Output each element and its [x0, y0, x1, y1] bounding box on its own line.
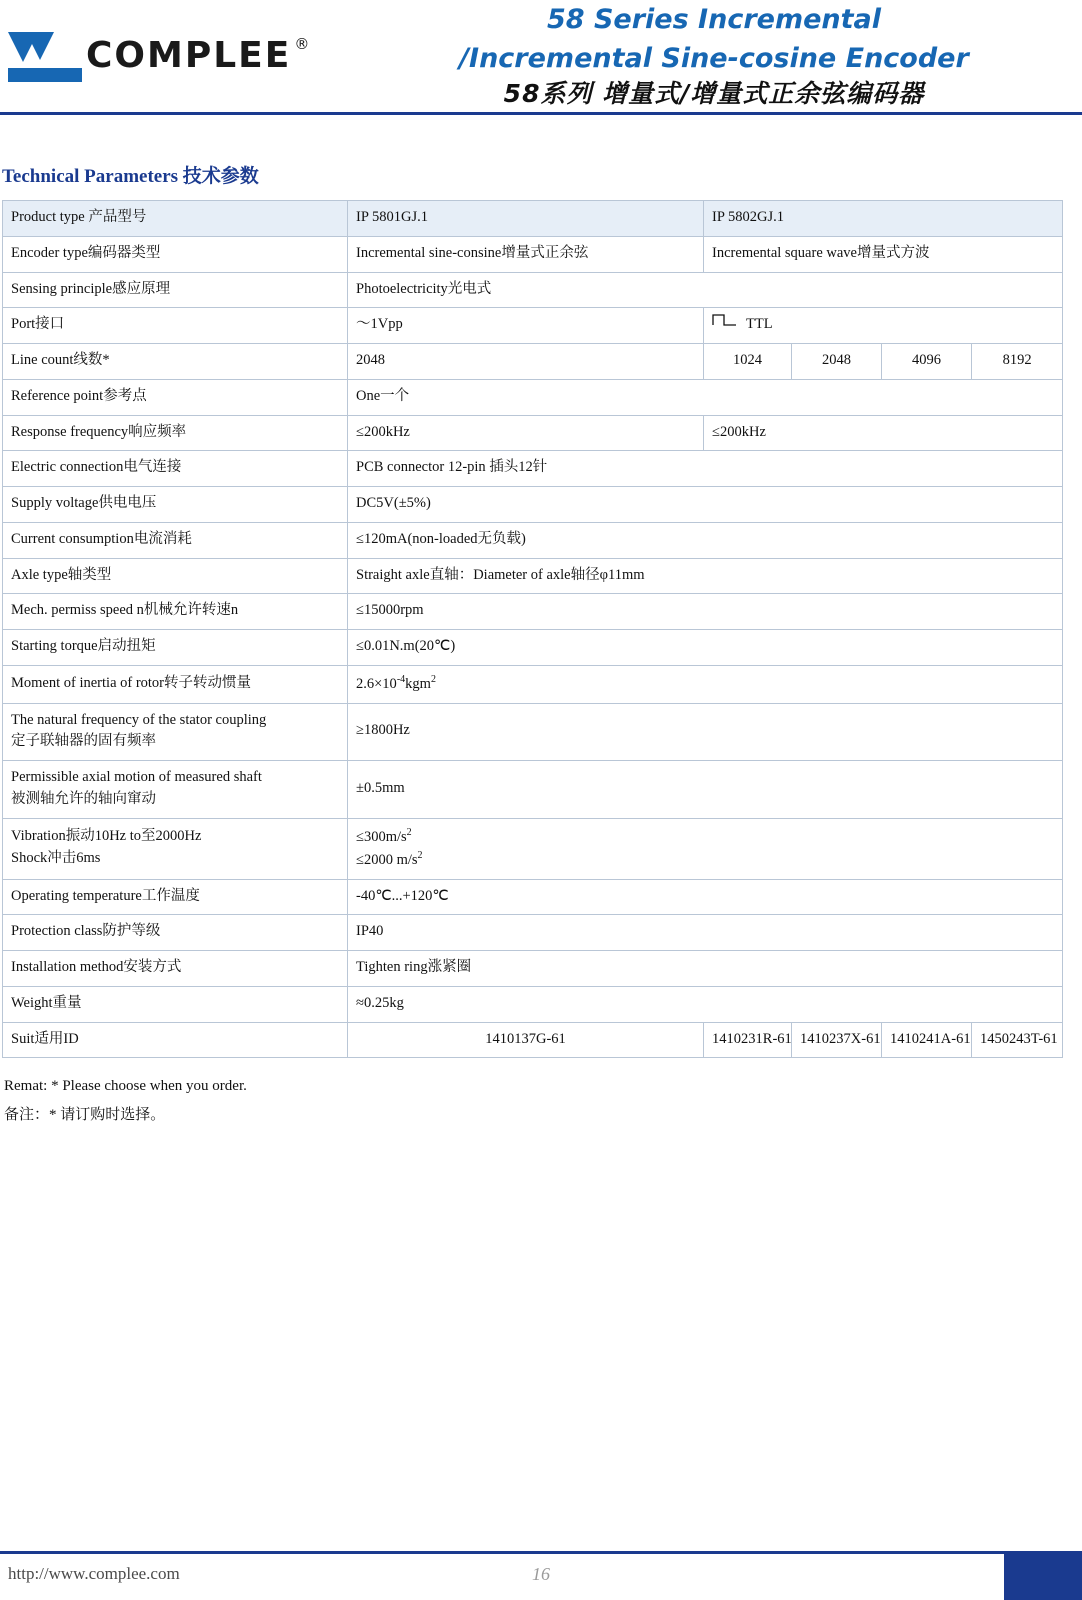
table-row	[3, 344, 1063, 380]
row-label: Operating temperature工作温度	[3, 879, 348, 915]
table-row	[3, 487, 1063, 523]
table-row	[3, 951, 1063, 987]
row-value-col1: Photoelectricity光电式	[348, 272, 1063, 308]
row-label: Mech. permiss speed n机械允许转速n	[3, 594, 348, 630]
linecount-option-1024: 1024	[704, 344, 792, 380]
row-label-line1: The natural frequency of the stator coupling	[11, 711, 267, 728]
row-value-col1: Straight axle直轴：Diameter of axle轴径φ11mm	[348, 558, 1063, 594]
row-label	[3, 818, 348, 879]
title-en-line1: 58 Series Incremental	[546, 4, 882, 35]
remark-line-cn: 备注：* 请订购时选择。	[4, 1106, 166, 1123]
row-label: Electric connection电气连接	[3, 451, 348, 487]
table-row	[3, 201, 1063, 237]
row-label: Response frequency响应频率	[3, 415, 348, 451]
row-value-col1: ±0.5mm	[348, 761, 1063, 819]
table-row	[3, 818, 1063, 879]
table-row	[3, 236, 1063, 272]
row-label: Product type 产品型号	[3, 201, 348, 237]
row-label-line2: Shock冲击6ms	[11, 850, 101, 867]
table-row	[3, 522, 1063, 558]
title-en-line2: /Incremental Sine-cosine Encoder	[459, 43, 969, 75]
row-label: Current consumption电流消耗	[3, 522, 348, 558]
row-value-col1: IP 5801GJ.1	[348, 201, 704, 237]
row-label: Reference point参考点	[3, 379, 348, 415]
remark-line-en: Remat: * Please choose when you order.	[4, 1078, 247, 1095]
row-label-line2: 定子联轴器的固有频率	[11, 733, 156, 750]
linecount-option-2048: 2048	[792, 344, 882, 380]
suitid-option-4: 1450243T-61	[972, 1022, 1063, 1058]
row-value-col1: DC5V(±5%)	[348, 487, 1063, 523]
shock-number: ≤2000 m/s	[356, 851, 418, 868]
header-title-block	[364, 0, 1064, 110]
row-label	[3, 703, 348, 761]
row-value-col1: PCB connector 12-pin 插头12针	[348, 451, 1063, 487]
row-value-col1: ≥1800Hz	[348, 703, 1063, 761]
ttl-label: TTL	[746, 316, 773, 333]
inertia-base: 2.6×10	[356, 675, 397, 692]
technical-parameters-table	[2, 200, 1063, 1058]
row-label-line2: 被测轴允许的轴向窜动	[11, 790, 156, 807]
row-label: Sensing principle感应原理	[3, 272, 348, 308]
linecount-option-8192: 8192	[972, 344, 1063, 380]
square-wave-icon	[712, 312, 738, 334]
inertia-unit: kgm	[405, 675, 431, 692]
table-row	[3, 594, 1063, 630]
row-label: Suit适用ID	[3, 1022, 348, 1058]
brand-logo	[8, 30, 310, 82]
footer-website-link[interactable]: http://www.complee.com	[8, 1564, 180, 1583]
row-label: Line count线数*	[3, 344, 348, 380]
row-value-col1	[348, 818, 1063, 879]
footer-corner-block	[1004, 1554, 1082, 1600]
row-value-col2: ≤200kHz	[704, 415, 1063, 451]
shock-value	[356, 848, 1054, 872]
row-value-col1: ≈0.25kg	[348, 986, 1063, 1022]
table-row	[3, 879, 1063, 915]
vibration-exponent: 2	[406, 826, 412, 838]
row-value-col1: Incremental sine-consine增量式正余弦	[348, 236, 704, 272]
shock-exponent: 2	[417, 850, 423, 862]
row-label-line1: Vibration振动10Hz to至2000Hz	[11, 828, 202, 845]
remarks-block	[4, 1072, 1082, 1129]
vibration-value	[356, 825, 1054, 849]
row-label-line1: Permissible axial motion of measured shaft	[11, 769, 262, 786]
page-number: 16	[532, 1564, 550, 1584]
table-row	[3, 703, 1063, 761]
table-row	[3, 986, 1063, 1022]
row-value-col1: ≤15000rpm	[348, 594, 1063, 630]
row-label: Protection class防护等级	[3, 915, 348, 951]
row-value-col1: IP40	[348, 915, 1063, 951]
table-row	[3, 665, 1063, 703]
row-value-col1: Tighten ring涨紧圈	[348, 951, 1063, 987]
table-row	[3, 379, 1063, 415]
table-row	[3, 1022, 1063, 1058]
row-value-col1: -40℃...+120℃	[348, 879, 1063, 915]
complee-logo-icon	[8, 30, 82, 82]
row-label: Starting torque启动扭矩	[3, 630, 348, 666]
row-value-col1: ≤120mA(non-loaded无负载)	[348, 522, 1063, 558]
section-title: Technical Parameters 技术参数	[2, 166, 259, 187]
row-label: Encoder type编码器类型	[3, 236, 348, 272]
registered-mark: ®	[294, 35, 310, 53]
row-value-port-vpp: ～1Vpp	[348, 308, 704, 344]
suitid-option-2: 1410237X-61	[792, 1022, 882, 1058]
linecount-option-4096: 4096	[882, 344, 972, 380]
table-row	[3, 308, 1063, 344]
row-label	[3, 761, 348, 819]
page-header	[0, 0, 1082, 115]
brand-name: COMPLEE	[86, 35, 292, 76]
table-row	[3, 630, 1063, 666]
inertia-unit-exponent: 2	[430, 673, 436, 685]
row-value-col1: One一个	[348, 379, 1063, 415]
row-label: Axle type轴类型	[3, 558, 348, 594]
vibration-number: ≤300m/s	[356, 828, 407, 845]
table-row	[3, 451, 1063, 487]
row-value-port-ttl	[704, 308, 1063, 344]
table-row	[3, 761, 1063, 819]
inertia-exponent: -4	[396, 673, 406, 685]
row-value-linecount-sine: 2048	[348, 344, 704, 380]
row-label: Moment of inertia of rotor转子转动惯量	[3, 665, 348, 703]
page-footer	[0, 1551, 1082, 1600]
suitid-option-1: 1410231R-61	[704, 1022, 792, 1058]
title-cn: 58系列 增量式/增量式正余弦编码器	[503, 79, 925, 109]
row-label: Supply voltage供电电压	[3, 487, 348, 523]
row-value-inertia	[348, 665, 1063, 703]
row-value-suitid-sine: 1410137G-61	[348, 1022, 704, 1058]
row-label: Installation method安装方式	[3, 951, 348, 987]
row-value-col2: Incremental square wave增量式方波	[704, 236, 1063, 272]
row-label: Port接口	[3, 308, 348, 344]
row-value-col2: IP 5802GJ.1	[704, 201, 1063, 237]
table-row	[3, 415, 1063, 451]
table-row	[3, 915, 1063, 951]
table-row	[3, 558, 1063, 594]
row-value-col1: ≤0.01N.m(20℃)	[348, 630, 1063, 666]
table-row	[3, 272, 1063, 308]
row-value-col1: ≤200kHz	[348, 415, 704, 451]
row-label: Weight重量	[3, 986, 348, 1022]
suitid-option-3: 1410241A-61	[882, 1022, 972, 1058]
